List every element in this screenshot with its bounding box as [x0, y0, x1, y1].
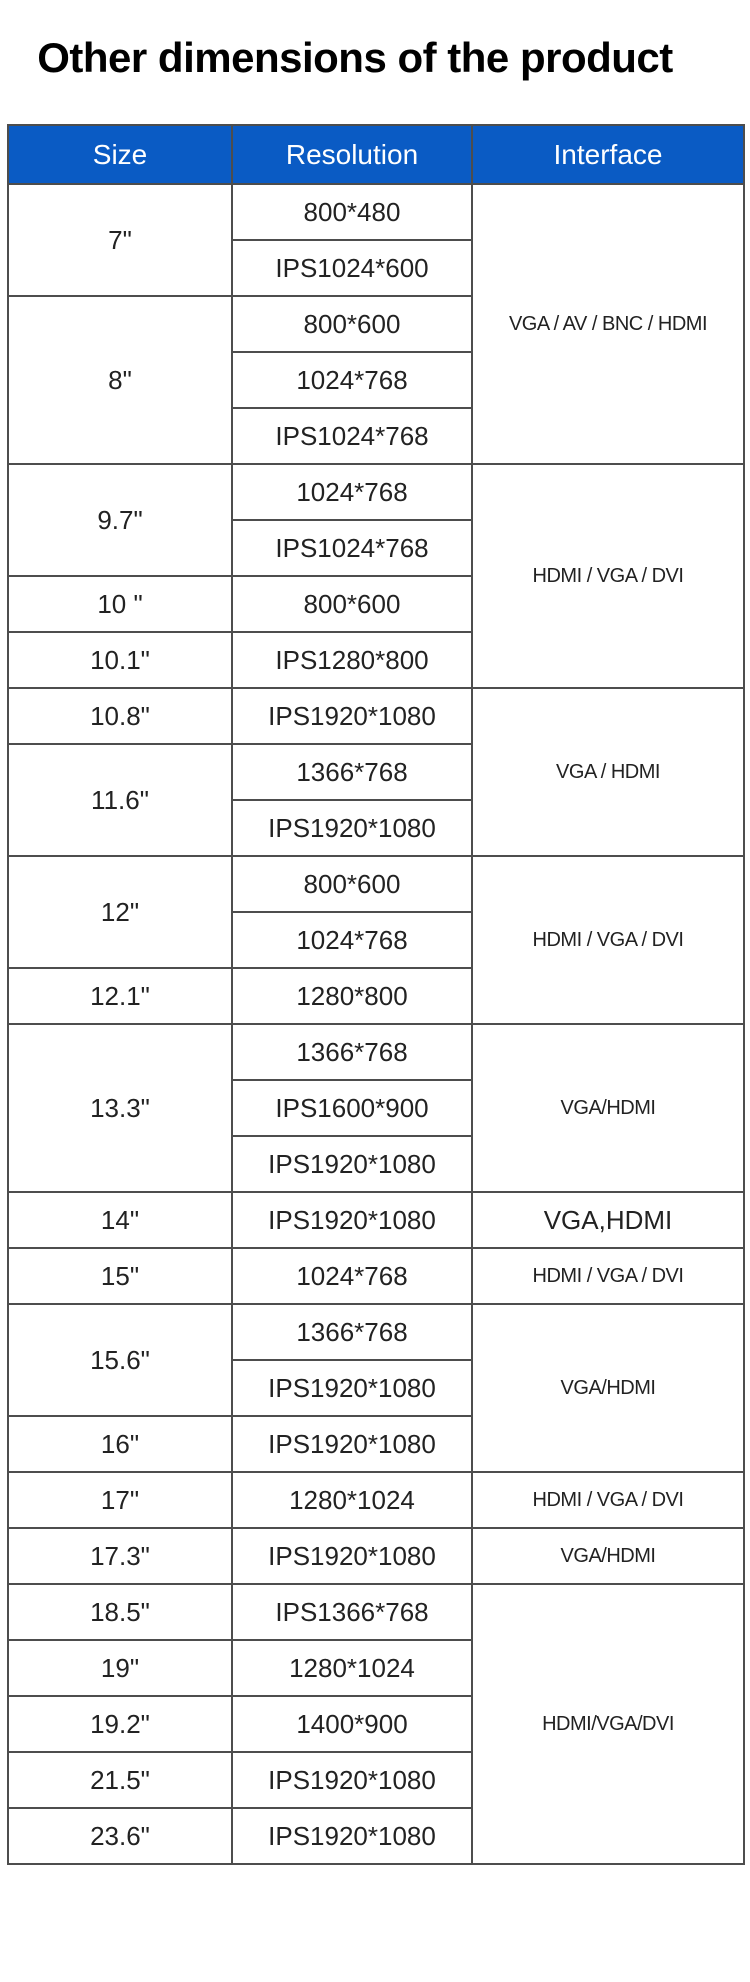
table-row [8, 1024, 744, 1080]
header-size: Size [8, 125, 232, 184]
size-cell: 11.6" [8, 744, 232, 856]
size-cell: 12" [8, 856, 232, 968]
table-row [8, 688, 744, 744]
resolution-cell: 1366*768 [232, 744, 472, 800]
table-row [8, 1472, 744, 1528]
size-cell: 18.5" [8, 1584, 232, 1640]
page-title: Other dimensions of the product [37, 34, 673, 81]
resolution-cell: IPS1920*1080 [232, 688, 472, 744]
interface-cell: HDMI / VGA / DVI [472, 1248, 744, 1304]
resolution-cell: 1280*800 [232, 968, 472, 1024]
size-cell: 23.6" [8, 1808, 232, 1864]
resolution-cell: IPS1920*1080 [232, 1808, 472, 1864]
resolution-cell: 800*480 [232, 184, 472, 240]
resolution-cell: IPS1024*768 [232, 520, 472, 576]
resolution-cell: 1366*768 [232, 1304, 472, 1360]
table-row [8, 464, 744, 520]
size-cell: 10.8" [8, 688, 232, 744]
resolution-cell: IPS1920*1080 [232, 1752, 472, 1808]
resolution-cell: 1400*900 [232, 1696, 472, 1752]
spec-table [7, 124, 745, 1865]
size-cell: 15" [8, 1248, 232, 1304]
resolution-cell: 1024*768 [232, 352, 472, 408]
resolution-cell: 1024*768 [232, 464, 472, 520]
size-cell: 19" [8, 1640, 232, 1696]
interface-cell: VGA / AV / BNC / HDMI [472, 184, 744, 464]
size-cell: 14" [8, 1192, 232, 1248]
interface-cell: VGA/HDMI [472, 1528, 744, 1584]
resolution-cell: 800*600 [232, 856, 472, 912]
resolution-cell: 1280*1024 [232, 1640, 472, 1696]
table-row [8, 1304, 744, 1360]
table-row [8, 856, 744, 912]
size-cell: 7" [8, 184, 232, 296]
resolution-cell: IPS1366*768 [232, 1584, 472, 1640]
size-cell: 8" [8, 296, 232, 464]
size-cell: 13.3" [8, 1024, 232, 1192]
header-interface: Interface [472, 125, 744, 184]
resolution-cell: 800*600 [232, 296, 472, 352]
resolution-cell: 1024*768 [232, 1248, 472, 1304]
size-cell: 15.6" [8, 1304, 232, 1416]
size-cell: 17" [8, 1472, 232, 1528]
resolution-cell: IPS1920*1080 [232, 1416, 472, 1472]
resolution-cell: IPS1280*800 [232, 632, 472, 688]
size-cell: 12.1" [8, 968, 232, 1024]
table-row [8, 1528, 744, 1584]
resolution-cell: 1024*768 [232, 912, 472, 968]
resolution-cell: IPS1024*600 [232, 240, 472, 296]
interface-cell: VGA / HDMI [472, 688, 744, 856]
size-cell: 19.2" [8, 1696, 232, 1752]
resolution-cell: IPS1024*768 [232, 408, 472, 464]
resolution-cell: 800*600 [232, 576, 472, 632]
interface-cell: VGA,HDMI [472, 1192, 744, 1248]
resolution-cell: IPS1920*1080 [232, 1192, 472, 1248]
size-cell: 10 " [8, 576, 232, 632]
interface-cell: VGA/HDMI [472, 1024, 744, 1192]
size-cell: 10.1" [8, 632, 232, 688]
size-cell: 9.7" [8, 464, 232, 576]
resolution-cell: IPS1920*1080 [232, 1136, 472, 1192]
table-row [8, 1248, 744, 1304]
header-resolution: Resolution [232, 125, 472, 184]
interface-cell: HDMI / VGA / DVI [472, 1472, 744, 1528]
table-header-row [8, 125, 744, 184]
size-cell: 16" [8, 1416, 232, 1472]
resolution-cell: IPS1920*1080 [232, 1360, 472, 1416]
interface-cell: VGA/HDMI [472, 1304, 744, 1472]
resolution-cell: IPS1600*900 [232, 1080, 472, 1136]
table-row [8, 184, 744, 240]
interface-cell: HDMI / VGA / DVI [472, 464, 744, 688]
resolution-cell: 1280*1024 [232, 1472, 472, 1528]
interface-cell: HDMI / VGA / DVI [472, 856, 744, 1024]
resolution-cell: IPS1920*1080 [232, 1528, 472, 1584]
table-row [8, 1192, 744, 1248]
resolution-cell: 1366*768 [232, 1024, 472, 1080]
interface-cell: HDMI/VGA/DVI [472, 1584, 744, 1864]
size-cell: 21.5" [8, 1752, 232, 1808]
table-row [8, 1584, 744, 1640]
size-cell: 17.3" [8, 1528, 232, 1584]
resolution-cell: IPS1920*1080 [232, 800, 472, 856]
